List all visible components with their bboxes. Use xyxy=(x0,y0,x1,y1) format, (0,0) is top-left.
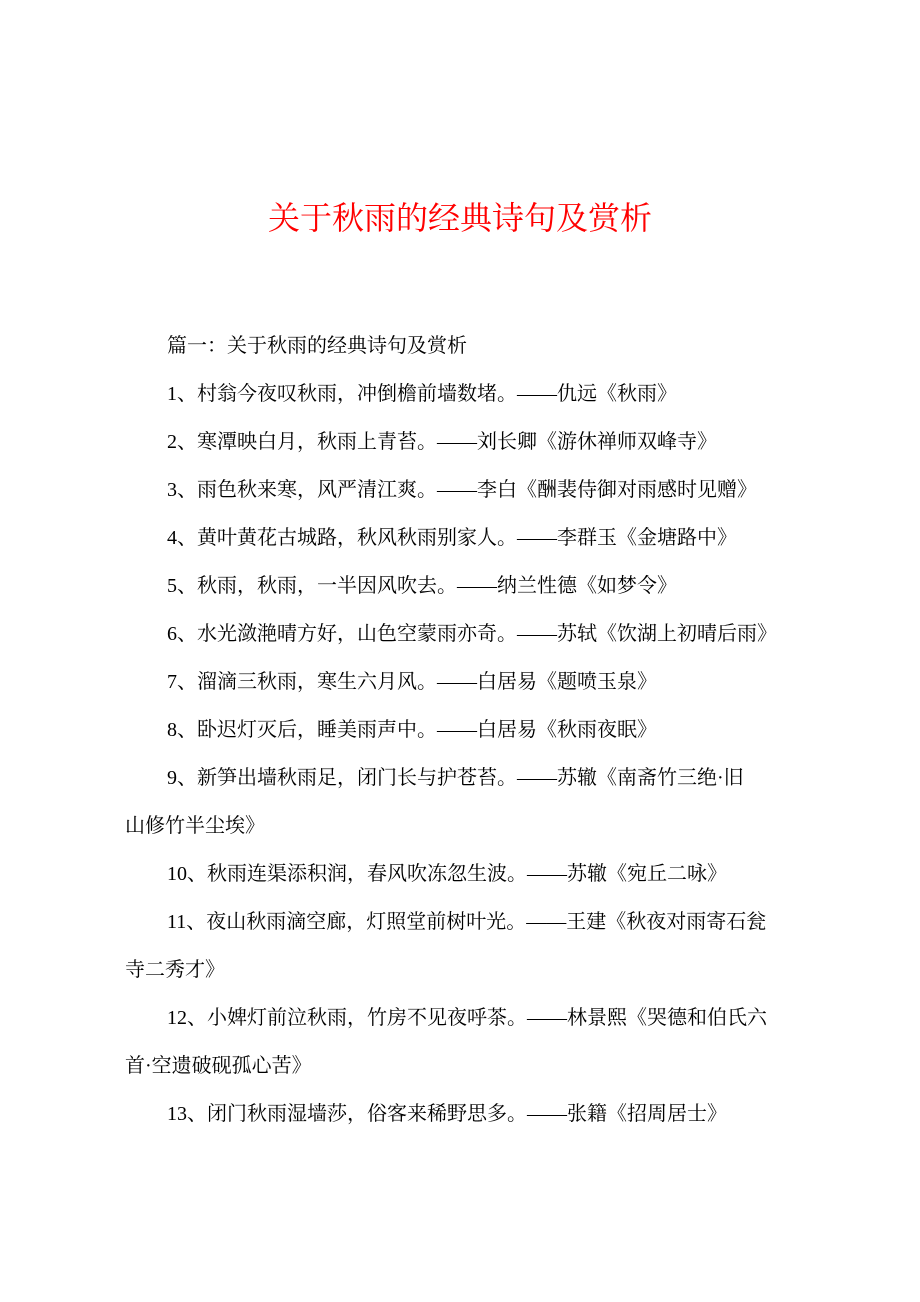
poem-line: 9、新笋出墙秋雨足，闭门长与护苍苔。——苏辙《南斋竹三绝·旧 xyxy=(167,767,744,789)
poem-line: 11、夜山秋雨滴空廊，灯照堂前树叶光。——王建《秋夜对雨寄石瓮 xyxy=(167,911,767,933)
poem-line: 5、秋雨，秋雨，一半因风吹去。——纳兰性德《如梦令》 xyxy=(167,575,677,597)
poem-list xyxy=(125,372,825,1140)
poem-line: 6、水光潋滟晴方好，山色空蒙雨亦奇。——苏轼《饮湖上初晴后雨》 xyxy=(167,623,777,645)
poem-line: 13、闭门秋雨湿墙莎，俗客来稀野思多。——张籍《招周居士》 xyxy=(167,1103,727,1125)
poem-line: 10、秋雨连渠添积润，春风吹冻忽生波。——苏辙《宛丘二咏》 xyxy=(167,863,727,885)
poem-line: 1、村翁今夜叹秋雨，冲倒檐前墙数堵。——仇远《秋雨》 xyxy=(167,383,677,405)
section-heading: 篇一：关于秋雨的经典诗句及赏析 xyxy=(167,335,467,357)
document-title: 关于秋雨的经典诗句及赏析 xyxy=(267,200,652,236)
poem-line: 2、寒潭映白月，秋雨上青苔。——刘长卿《游休禅师双峰寺》 xyxy=(167,431,717,453)
poem-line-continuation: 山修竹半尘埃》 xyxy=(125,815,265,837)
poem-line: 4、黄叶黄花古城路，秋风秋雨别家人。——李群玉《金塘路中》 xyxy=(167,527,737,549)
document-body xyxy=(125,324,825,1140)
poem-line-continuation: 首·空遗破砚孤心苦》 xyxy=(125,1055,312,1077)
poem-line: 3、雨色秋来寒，风严清江爽。——李白《酬裴侍御对雨感时见赠》 xyxy=(167,479,757,501)
poem-line: 8、卧迟灯灭后，睡美雨声中。——白居易《秋雨夜眠》 xyxy=(167,719,657,741)
poem-line-continuation: 寺二秀才》 xyxy=(125,959,225,981)
poem-line: 12、小婢灯前泣秋雨，竹房不见夜呼茶。——林景熙《哭德和伯氏六 xyxy=(167,1007,767,1029)
poem-line: 7、溜滴三秋雨，寒生六月风。——白居易《题喷玉泉》 xyxy=(167,671,657,693)
